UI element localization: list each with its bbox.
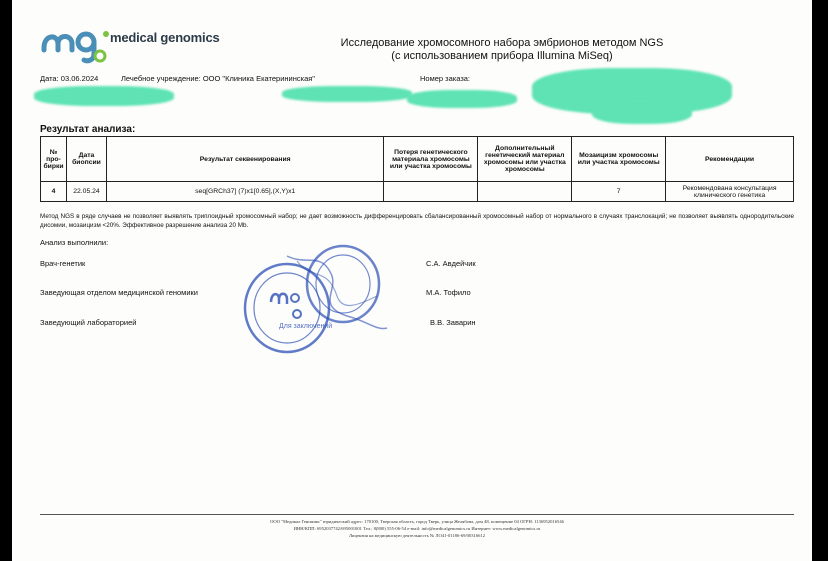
title-line-1: Исследование хромосомного набора эмбрионов методом NGS bbox=[340, 37, 664, 49]
header-mosaicism: Мозаицизм хромосомы или участка хромосомы bbox=[572, 137, 666, 182]
header-sequencing: Результат секвенирования bbox=[106, 137, 383, 182]
signature-role: Врач-генетик bbox=[40, 259, 86, 268]
signature-name: М.А. Тофило bbox=[426, 288, 471, 297]
result-table bbox=[40, 136, 794, 202]
document-page bbox=[12, 0, 812, 561]
document-title bbox=[267, 37, 737, 63]
cell-mosaicism: 7 bbox=[572, 182, 666, 202]
footer-divider bbox=[40, 514, 794, 515]
redaction-mark bbox=[282, 86, 412, 102]
order-number: Номер заказа: bbox=[420, 74, 471, 83]
table-row bbox=[41, 182, 794, 202]
header-biopsy-date: Дата биопсии bbox=[66, 137, 106, 182]
footer bbox=[112, 518, 722, 539]
signature-role: Заведующая отделом медицинской геномики bbox=[40, 288, 198, 297]
redaction-mark bbox=[407, 90, 517, 108]
official-stamp bbox=[227, 236, 397, 366]
redaction-mark bbox=[592, 100, 692, 124]
table-header-row bbox=[41, 137, 794, 182]
cell-gain bbox=[478, 182, 572, 202]
signature-name: В.В. Заварин bbox=[430, 318, 476, 327]
report-date: Дата: 03.06.2024 bbox=[40, 74, 99, 83]
header-gain: Дополнительный генетический материал хромосомы или участка хромосомы bbox=[478, 137, 572, 182]
title-line-2: (с использованием прибора Illumina MiSeq) bbox=[391, 50, 613, 62]
signature-role: Заведующий лабораторией bbox=[40, 318, 137, 327]
header-tube: № про-бирки bbox=[41, 137, 67, 182]
signature-name: С.А. Авдейчик bbox=[426, 259, 476, 268]
cell-loss bbox=[384, 182, 478, 202]
logo-text: medical genomics bbox=[110, 30, 220, 45]
method-note: Метод NGS в ряде случаев не позволяет выявлять триплоидный хромосомный набор; не дает возможность дифференцировать сбалансированный хромосомный набор от нормального в случаях транслокаций; не позволяет выявлять однородительские дисомии, мозаицизм <20%. Эффективное разрешение анализа 20 Mb. bbox=[40, 213, 794, 229]
header-recommendation: Рекомендации bbox=[666, 137, 794, 182]
cell-tube: 4 bbox=[41, 182, 67, 202]
institution: Лечебное учреждение: ООО "Клиника Екатерининская" bbox=[121, 74, 315, 83]
footer-line-1: ООО "Медикал Геномикс" юридический адрес: 170100, Тверская область, город Тверь, улица Желябова, дом 48, помещение 04 ОГРН: 1136952016546 bbox=[270, 519, 564, 524]
cell-sequencing: seq[GRCh37] (7)x1[0.65],(X,Y)x1 bbox=[106, 182, 383, 202]
cell-biopsy-date: 22.05.24 bbox=[66, 182, 106, 202]
header-loss: Потеря генетического материала хромосомы или участка хромосомы bbox=[384, 137, 478, 182]
cell-recommendation: Рекомендована консультация клинического генетика bbox=[666, 182, 794, 202]
stamp-text: Для заключений bbox=[279, 323, 333, 330]
footer-line-3: Лицензия на медицинскую деятельность № ЛО41-01186-69/00316612 bbox=[348, 533, 486, 538]
result-section-title: Результат анализа: bbox=[40, 124, 136, 135]
redaction-mark bbox=[34, 86, 174, 106]
performed-by-label: Анализ выполнили: bbox=[40, 238, 109, 247]
footer-line-2: ИНН/КПП: 6952037742/695001001 Тел.: 8(800) 555-06-54 e-mail: info@medicalgenomics.ru Интернет: www.medicalgenomics.ru bbox=[293, 526, 541, 531]
